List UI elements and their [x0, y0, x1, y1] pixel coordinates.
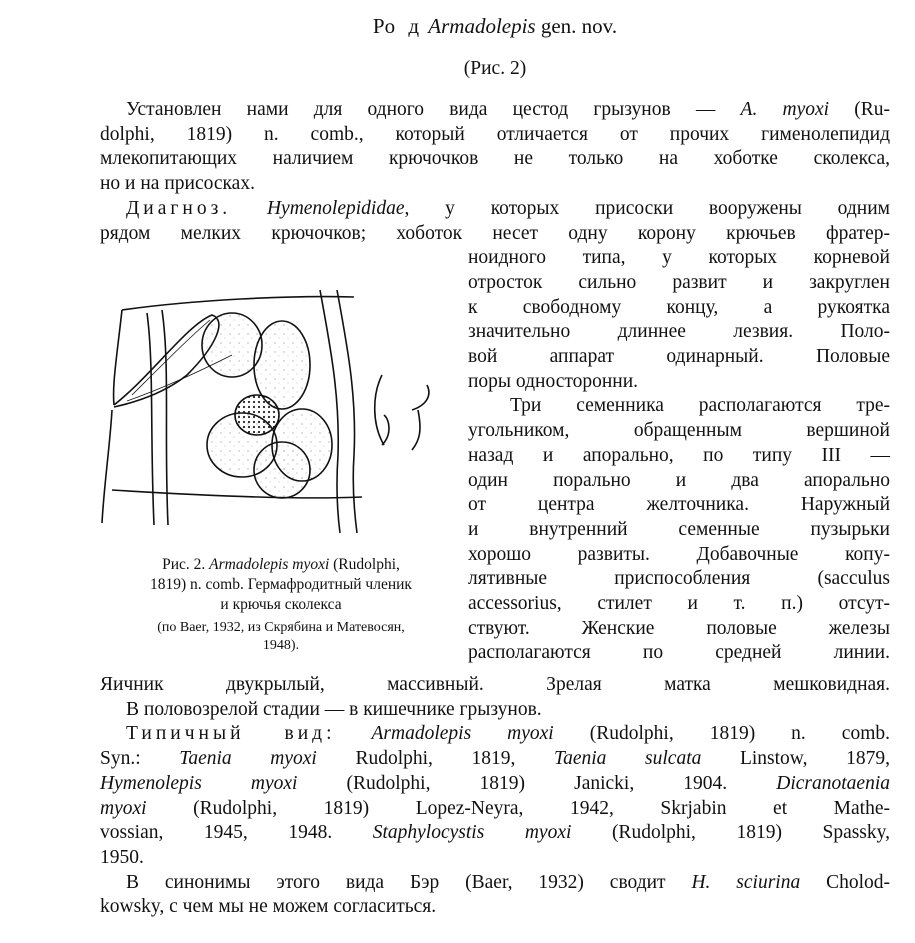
- text-segment: 1950.: [100, 846, 144, 868]
- text-segment: и внутренний семенные пузырьки: [468, 518, 890, 540]
- figure-reference: [100, 57, 890, 81]
- text-segment: о д: [384, 14, 424, 38]
- body-line: [100, 797, 890, 821]
- text-segment: один порально и два апорально: [468, 469, 890, 491]
- figure-caption-line: [100, 575, 462, 595]
- italic-text: Armadolepis myoxi: [209, 556, 330, 573]
- right-column-line: [468, 617, 890, 641]
- figure-caption-line: [100, 636, 462, 656]
- right-column-line: [468, 320, 890, 344]
- text-segment: (Rudolphi,: [329, 556, 400, 573]
- text-segment: отросток сильно развит и закруглен: [468, 271, 890, 293]
- italic-text: myoxi: [100, 797, 147, 819]
- right-column-line: [468, 469, 890, 493]
- text-segment: В синонимы этого вида Бэр (Baer, 1932) сводит: [126, 871, 692, 893]
- text-segment: 1948).: [262, 638, 300, 653]
- text-segment: Р: [372, 14, 385, 38]
- text-segment: ноидного типа, у которых корневой: [468, 247, 890, 269]
- right-column-line: [468, 296, 890, 320]
- body-line: [126, 98, 890, 122]
- body-line: [100, 772, 890, 796]
- right-column-line: [468, 518, 890, 542]
- text-segment: (Rudolphi, 1819) Janicki, 1904.: [297, 772, 777, 794]
- text-segment: значительно длиннее лезвия. Поло-: [468, 321, 890, 343]
- italic-text: Hymenolepis myoxi: [100, 772, 298, 794]
- text-segment: и крючья сколекса: [220, 596, 342, 613]
- text-segment: (Rudolphi, 1819) n. comb.: [553, 723, 891, 745]
- right-column-line: [468, 370, 890, 394]
- text-segment: (Rudolphi, 1819) Spassky,: [571, 822, 891, 844]
- text-segment: Linstow, 1879,: [701, 748, 890, 770]
- italic-text: Hymenolepididae: [266, 197, 405, 219]
- text-segment: Типичный вид:: [126, 723, 336, 745]
- text-segment: к свободному концу, а рукоятка: [468, 296, 890, 318]
- text-segment: млекопитающих наличием крючочков не только на хоботке сколекса,: [100, 148, 890, 170]
- body-line: [100, 821, 890, 845]
- right-column-line: [468, 543, 890, 567]
- body-line: [100, 172, 890, 196]
- text-segment: Установлен нами для одного вида цестод грызунов —: [126, 99, 741, 120]
- italic-text: Armadolepis myoxi: [371, 723, 554, 745]
- text-segment: вой аппарат одинарный. Половые: [468, 346, 890, 367]
- italic-text: H. sciurina: [691, 871, 801, 893]
- right-column-line: [468, 641, 890, 665]
- italic-text: Dicranotaenia: [776, 772, 890, 794]
- text-segment: dolphi, 1819) n. comb., который отличается от прочих гименолепидид: [100, 123, 890, 145]
- text-segment: поры односторонни.: [468, 370, 639, 392]
- text-segment: рядом мелких крючочков; хоботок несет одну корону крючьев фратер-: [100, 222, 890, 244]
- text-segment: от центра желточника. Наружный: [468, 494, 890, 516]
- text-segment: назад и апорально, по типу III —: [468, 444, 890, 466]
- text-segment: располагаются по средней линии.: [468, 642, 890, 664]
- text-segment: Рис. 2.: [162, 556, 210, 573]
- right-column-line: [468, 567, 890, 591]
- body-line: [126, 698, 890, 722]
- text-segment: (Рис. 2): [463, 58, 527, 79]
- text-segment: , у которых присоски вооружены одним: [404, 197, 891, 219]
- text-segment: но и на присосках.: [100, 173, 255, 195]
- body-line: [126, 871, 890, 895]
- figure-caption-line: [100, 595, 462, 615]
- body-line: [126, 197, 890, 221]
- text-segment: Syn.:: [100, 748, 180, 770]
- text-segment: хорошо развиты. Добавочные копу-: [468, 543, 890, 565]
- figure-caption-line: [100, 618, 462, 638]
- italic-text: Armadolepis: [428, 14, 536, 38]
- body-line: [100, 147, 890, 171]
- body-line: [100, 747, 890, 771]
- figure-caption-line: [100, 555, 462, 575]
- text-segment: 1819) n. comb. Гермафродитный членик: [150, 576, 412, 593]
- text-segment: ствуют. Женские половые железы: [468, 617, 890, 639]
- text-segment: В половозрелой стадии — в кишечнике грызунов.: [126, 698, 542, 720]
- text-segment: kowsky, с чем мы не можем согласиться.: [100, 896, 437, 918]
- text-segment: accessorius, стилет и т. п.) отсут-: [468, 593, 890, 614]
- text-segment: (Ru-: [829, 99, 890, 120]
- right-column-line: [468, 345, 890, 369]
- right-column-line: [468, 271, 890, 295]
- body-line: [126, 722, 890, 746]
- body-line: [100, 895, 890, 919]
- section-title: [100, 14, 890, 38]
- text-segment: [231, 198, 267, 219]
- text-segment: угольником, обращенным вершиной: [468, 420, 890, 442]
- body-line: [100, 673, 890, 697]
- right-column-line: [468, 246, 890, 270]
- body-line: [100, 123, 890, 147]
- italic-text: A. myoxi: [740, 99, 830, 120]
- italic-text: Staphylocystis myoxi: [372, 822, 572, 844]
- text-segment: vossian, 1945, 1948.: [100, 822, 373, 844]
- italic-text: Taenia sulcata: [554, 748, 702, 770]
- text-segment: (Rudolphi, 1819) Lopez-Neyra, 1942, Skrjabin et Mathe-: [146, 797, 890, 819]
- text-segment: (по Baer, 1932, из Скрябина и Матевосян,: [157, 620, 405, 635]
- text-segment: лятивные приспособления (sacculus: [468, 568, 890, 590]
- right-column-line: [510, 394, 890, 418]
- text-segment: Три семенника располагаются тре-: [510, 395, 890, 417]
- right-column-line: [468, 592, 890, 616]
- right-column-line: [468, 419, 890, 443]
- body-line: [100, 846, 890, 870]
- italic-text: Taenia myoxi: [179, 748, 317, 770]
- text-segment: Cholod-: [800, 871, 890, 893]
- right-column-line: [468, 493, 890, 517]
- text-segment: Rudolphi, 1819,: [316, 748, 555, 770]
- text-segment: Яичник двукрылый, массивный. Зрелая матка мешковидная.: [100, 674, 890, 695]
- text-segment: gen. nov.: [535, 14, 618, 38]
- figure-2-armadolepis-drawing: [92, 285, 462, 535]
- right-column-line: [468, 444, 890, 468]
- text-segment: Диагноз.: [126, 197, 232, 219]
- body-line: [100, 222, 890, 246]
- text-segment: [336, 723, 372, 744]
